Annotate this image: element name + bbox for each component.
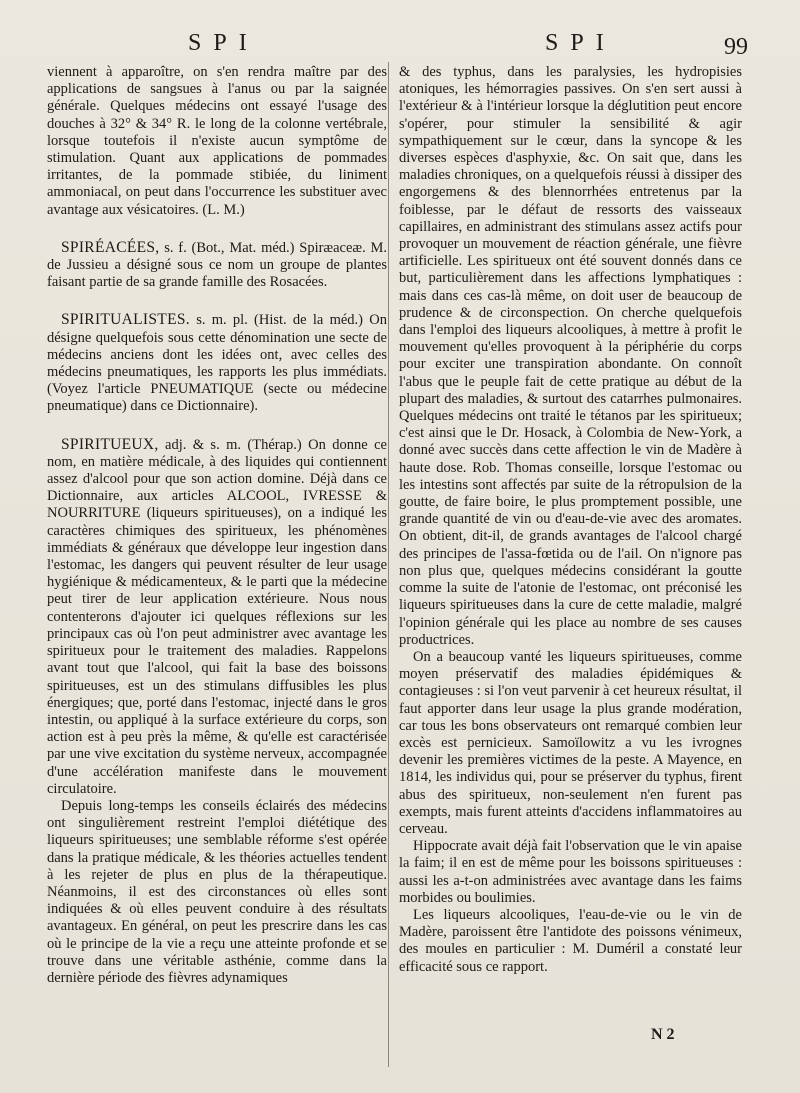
entry-spiritualistes — [47, 311, 387, 415]
running-head-left: SPI — [188, 30, 259, 56]
headword-spiritualistes: SPIRITUALISTES. — [61, 311, 190, 329]
column-divider — [388, 62, 389, 1067]
signature-mark: N 2 — [651, 1026, 675, 1043]
paragraph: Depuis long-temps les conseils éclairés des médecins ont singulièrement restreint l'emploi diététique des liqueurs spiritueuses; une semblable réforme s'est opérée dans la pratique médicale, & les théories actuelles tendent à les rejeter de plus en plus de la thérapeutique. Néanmoins, il est des circonstances où elles sont indiquées & où elles peuvent conduire à des résultats avantageux. En général, on peut les prescrire dans les cas où le principe de la vie a reçu une atteinte profonde et se trouve dans une véritable asthénie, comme dans la dernière période des fièvres adynamiques — [47, 797, 387, 986]
right-column — [399, 64, 742, 976]
entry-spireacees — [47, 239, 387, 292]
entry-body: s. f. (Bot., Mat. méd.) Spiræaceæ. M. de Jussieu a désigné sous ce nom un groupe de plantes faisant partie de sa grande famille des Rosacées. — [47, 239, 387, 291]
paragraph: Hippocrate avait déjà fait l'observation que le vin apaise la faim; il en est de même pour les boissons spiritueuses : aussi les a-t-on administrées avec avantage dans les faims morbides ou boulimies. — [399, 838, 742, 906]
running-head-right: SPI — [545, 30, 616, 56]
paragraph-continued: & des typhus, dans les paralysies, les hydropisies atoniques, les hémorragies passives. On s'en sert aussi à l'extérieur & à l'intérieur lorsque la déglutition peut encore s'opérer, pour stimuler la sensibilité & agir sympathiquement sur le cœur, dans la syncope & les diverses espèces d'asphyxie, &c. On sait que, dans les maladies chroniques, on a quelquefois réussi à dissiper des engorgemens & des blennorrhées entretenus par la foiblesse, par le défaut de ressorts des vaisseaux capillaires, en administrant des stimulans assez actifs pour provoquer un mouvement de réaction générale, une fièvre artificielle. Les spiritueux ont été souvent donnés dans ce but, particulièrement dans les affections lymphatiques : mais dans ces cas-là même, on doit user de beaucoup de prudence & de circonspection. On cherche quelquefois dans l'emploi des liqueurs alcooliques, à mettre à profit le mouvement qu'elles provoquent à la périphérie du corps pour exciter une transpiration abondante. On connoît l'abus que le peuple fait de cette pratique au début de la plupart des maladies, & surtout des catarrhes pulmonaires. Quelques médecins ont traité le tétanos par les spiritueux; c'est ainsi que le Dr. Hosack, à Colombia de New-York, a donné avec succès dans cette affection le vin de Madère à haute dose. Rob. Thomas conseille, lorsque l'estomac ou les intestins sont affectés par suite de la rétropulsion de la goutte, de faire boire, le plus promptement possible, une grande quantité de vin ou d'eau-de-vie avec des aromates. On obtient, dit-il, de grands avantages de l'alcool chargé des principes de l'assa-fœtida ou de l'ail. On n'ignore pas non plus que, quelques médecins considérant la goutte comme la suite de l'atonie de l'estomac, ont préconisé les liqueurs spiritueuses dans la cure de cette maladie, malgré l'opinion générale qui les place au nombre de ses causes productrices. — [399, 64, 742, 648]
entry-body: adj. & s. m. (Thérap.) On donne ce nom, en matière médicale, à des liquides qui contiennent assez d'alcool pour que son action domine. Déjà dans ce Dictionnaire, aux articles ALCOOL, IVRESSE & NOURRITURE (liqueurs spiritueuses), on a indiqué les caractères chimiques des spiritueux, les phénomènes immédiats & généraux que développe leur ingestion dans l'estomac, les dangers qui peuvent résulter de leur usage hygiénique & médicamenteux, & le parti que la médecine peut tirer de leur application extérieure. Nous nous contenterons d'ajouter ici quelques réflexions sur les principaux cas où l'on peut administrer avec avantage les spiritueux pour le traitement des maladies. Rappelons avant tout que l'alcool, qui fait la base des boissons spiritueuses, est un des stimulans diffusibles les plus énergiques; que, porté dans l'estomac, injecté dans le gros intestin, ou appliqué à la surface extérieure du corps, son action est à peu près la même, & qu'elle est caractérisée par une vive excitation du système nerveux, accompagnée d'une accélération manifeste dans le mouvement circulatoire. — [47, 436, 387, 797]
entry-body: s. m. pl. (Hist. de la méd.) On désigne quelquefois sous cette dénomination une secte de médecins anciens dont les idées ont, avec celles des médecins pneumatiques, les rapports les plus immédiats. (Voyez l'article PNEUMATIQUE (secte ou médecine pneumatique) dans ce Dictionnaire). — [47, 312, 387, 415]
paragraph: Les liqueurs alcooliques, l'eau-de-vie ou le vin de Madère, paroissent être l'antidote des poissons vénimeux, des moules en particulier : M. Duméril a constaté leur efficacité sous ce rapport. — [399, 906, 742, 975]
entry-spiritueux — [47, 436, 387, 798]
page-number: 99 — [724, 34, 748, 60]
paragraph-continued: viennent à apparoître, on s'en rendra maître par des applications de sangsues à l'anus ou par la saignée générale. Quelques médecins ont essayé l'usage des douches à 32° & 34° R. le long de la colonne vertébrale, lorsque toutefois il n'existe aucun symptôme de stimulation. Quant aux applications de pommades irritantes, de la pommade stibiée, du liniment ammoniacal, on peut dans l'occurrence les substituer avec avantage aux vésicatoires. (L. M.) — [47, 64, 387, 218]
left-column — [47, 64, 387, 987]
headword-spireacees: SPIRÉACÉES, — [61, 238, 160, 256]
headword-spiritueux: SPIRITUEUX, — [61, 435, 159, 453]
paragraph: On a beaucoup vanté les liqueurs spiritueuses, comme moyen préservatif des maladies épidémiques & contagieuses : si l'on veut parvenir à cet heureux résultat, il faut apporter dans leur usage la plus grande modération, car tous les bons observateurs ont remarqué combien leur excès est pernicieux. Samoïlowitz a vu les ivrognes devenir les premières victimes de la peste. A Mayence, en 1814, les individus qui, pour se préserver du typhus, firent abus des spiritueux, non-seulement n'en furent pas exempts, mais furent atteints d'accidens inflammatoires au cerveau. — [399, 648, 742, 837]
